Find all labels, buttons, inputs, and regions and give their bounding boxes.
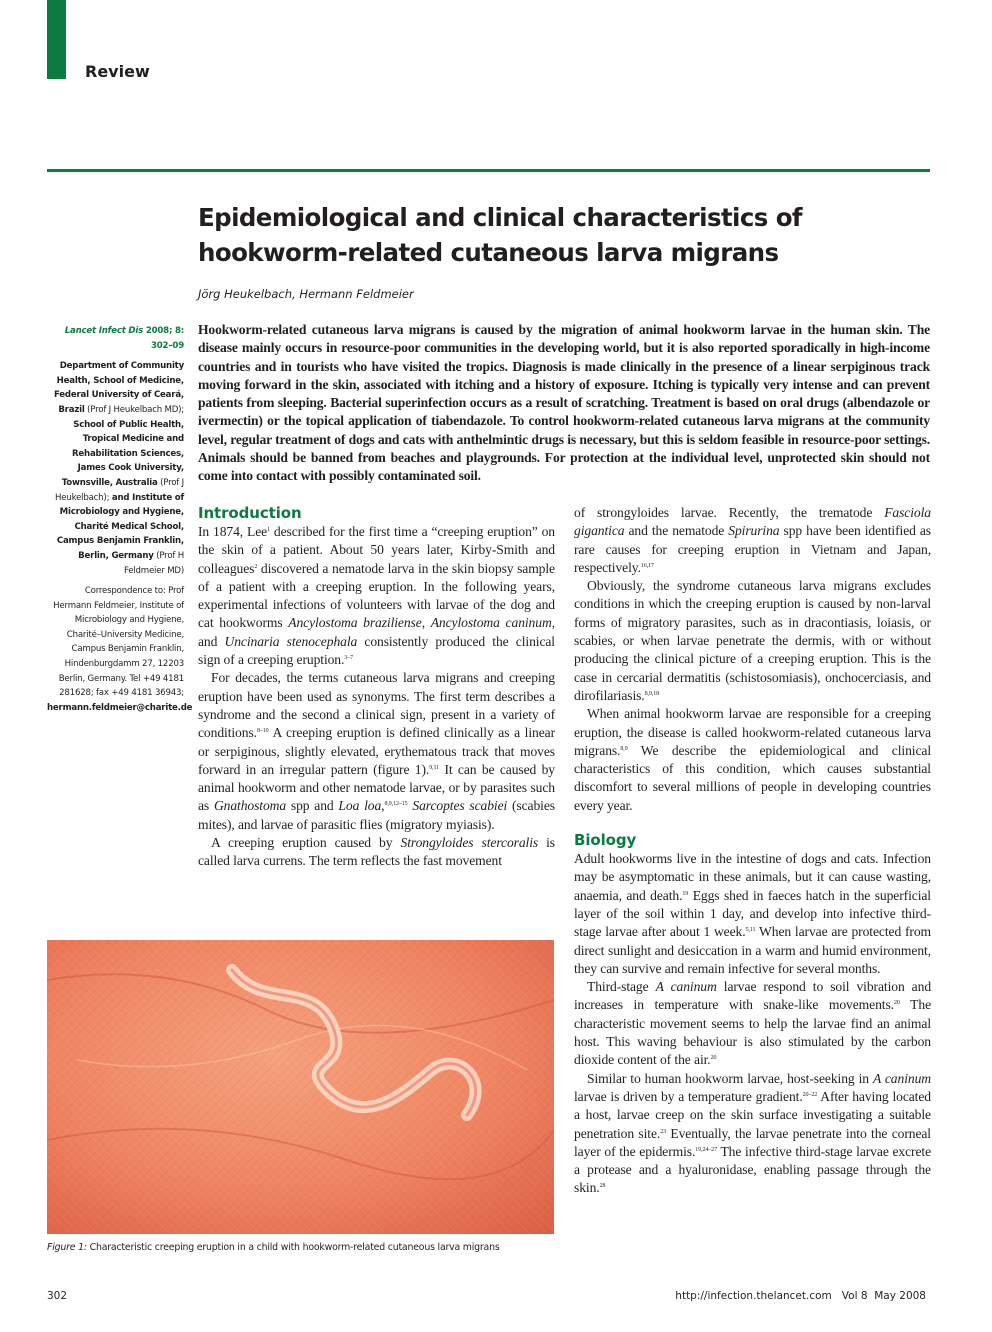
figure-label: Figure 1: <box>47 1242 87 1253</box>
journal-name: Lancet Infect Dis <box>64 326 144 336</box>
page-number: 302 <box>47 1290 68 1302</box>
affiliation-2: School of Public Health, Tropical Medicine and Rehabilitation Sciences, James Cook University, Townsville, Australia <box>61 419 184 488</box>
article-authors: Jörg Heukelbach, Hermann Feldmeier <box>198 287 414 301</box>
heading-biology: Biology <box>574 831 637 850</box>
affiliations <box>47 359 184 578</box>
correspondence <box>47 584 193 715</box>
article-sidebar <box>47 324 193 721</box>
affiliation-3-authors: (Prof H Feldmeier MD) <box>124 550 184 576</box>
correspondence-address: Correspondence to: Prof Hermann Feldmeier, Institute of Microbiology and Hygiene, Charité–University Medicine, Campus Benjamin Franklin, Hindenburgdamm 27, 12203 Berlin, Germany. Tel +49 4181 281628; fax +49 4181 36943; <box>53 586 184 699</box>
paragraph: Obviously, the syndrome cutaneous larva migrans excludes conditions in which the creeping eruption is caused by non-larval forms of migratory parasites, such as in dracontiasis, loiasis, or scabies, or when larvae penetrate the dermis, with or without producing the clinical picture of a creeping eruption. This is the case in cercarial dermatitis (schistosomiasis), onchocerciasis, and dirofilariasis.$^{8,9,18}$ <box>574 578 931 703</box>
section-label: Review <box>85 62 150 81</box>
journal-url[interactable]: http://infection.thelancet.com <box>675 1290 832 1302</box>
paragraph: A creeping eruption caused by Strongyloides stercoralis is called larva currens. The term reflects the fast movement <box>198 835 555 869</box>
paragraph: Similar to human hookworm larvae, host-seeking in A caninum larvae is driven by a temperature gradient.$^{20-22}$ After having located a host, larvae creep on the skin surface investigating a suitable penetration site.$^{23}$ Eventually, the larvae penetrate into the corneal layer of the epidermis.$^{19,24-27}$ The infective third-stage larvae excrete a protease and a hyaluronidase, enabling passage through the skin.$^{28}$ <box>574 1070 932 1196</box>
paragraph: In 1874, Lee$^1$ described for the first time a “creeping eruption” on the skin of a patient. About 50 years later, Kirby-Smith and colleagues$^2$ discovered a nematode larva in the skin biopsy sample of a patient with a creeping eruption. In the following years, experimental infections of volunteers with larvae of the dog and cat hookworms Ancylostoma braziliense, Ancylostoma caninum, and Uncinaria stenocephala consistently produced the clinical sign of a creeping eruption.$^{3-7}$ <box>198 524 555 668</box>
citation <box>47 324 184 353</box>
correspondence-email[interactable]: hermann.feldmeier@charite.de <box>47 702 193 713</box>
heading-introduction: Introduction <box>198 504 302 522</box>
paragraph: When animal hookworm larvae are responsible for a creeping eruption, the disease is called hookworm-related cutaneous larva migrans.$^{8,9}$ We describe the epidemiological and clinical characteristics of this condition, which causes substantial discomfort to several millions of people in developing countries every year. <box>574 706 931 813</box>
affiliation-2-authors: (Prof J Heukelbach); <box>55 477 184 503</box>
citation-detail: 2008; 8: 302–09 <box>143 326 184 351</box>
page-footer <box>675 1290 926 1302</box>
affiliation-1-authors: (Prof J Heukelbach MD); <box>84 404 184 415</box>
header-rule <box>47 169 930 172</box>
paragraph: of strongyloides larvae. Recently, the trematode Fasciola gigantica and the nematode Spirurina spp have been identified as rare causes for creeping eruption in Vietnam and Japan, respectively.$^{16,17}$ <box>574 505 931 575</box>
paragraph: Third-stage A caninum larvae respond to soil vibration and increases in temperature with snake-like movements.$^{20}$ The characteristic movement seems to help the larvae find an animal host. This waving behaviour is also stimulated by the carbon dioxide content of the air.$^{20}$ <box>574 979 932 1068</box>
paragraph: Adult hookworms live in the intestine of dogs and cats. Infection may be asymptomatic in these animals, but it can cause wasting, anaemia, and death.$^{19}$ Eggs shed in faeces hatch in the superficial layer of the soil within 1 day, and develop into infective third-stage larvae after about 1 week.$^{5,11}$ When larvae are protected from direct sunlight and desiccation in a warm and humid environment, they can survive and remain infective for several months. <box>574 851 931 976</box>
issue-date: May 2008 <box>874 1290 926 1302</box>
article-title: Epidemiological and clinical characteristics of hookworm-related cutaneous larva migrans <box>198 203 802 267</box>
figure-caption <box>47 1242 500 1253</box>
body-column-right <box>574 504 931 1198</box>
volume: Vol 8 <box>841 1290 868 1302</box>
body-column-left <box>198 504 555 871</box>
figure-caption-text: Characteristic creeping eruption in a child with hookworm-related cutaneous larva migrans <box>86 1242 500 1253</box>
figure-skin-photo <box>47 940 554 1234</box>
abstract: Hookworm-related cutaneous larva migrans is caused by the migration of animal hookworm larvae in the human skin. The disease mainly occurs in resource-poor communities in the developing world, but it is also reported sporadically in high-income countries and in tourists who have visited the tropics. Diagnosis is made clinically in the presence of a linear serpiginous track moving forward in the skin, associated with itching and a history of exposure. Itching is typically very intense and can prevent patients from sleeping. Bacterial superinfection occurs as a result of scratching. Treatment is based on oral drugs (albendazole or ivermectin) or the topical application of tiabendazole. To control hookworm-related cutaneous larva migrans at the community level, regular treatment of dogs and cats with anthelmintic drugs is necessary, but this is seldom feasible in resource-poor settings. Animals should be banned from beaches and playgrounds. For protection at the individual level, unprotected skin should not come into contact with possibly contaminated soil. <box>198 322 930 484</box>
paragraph: For decades, the terms cutaneous larva migrans and creeping eruption have been used as synonyms. The first term describes a syndrome and the second a clinical sign, present in a variety of conditions.$^{8-10}$ A creeping eruption is defined clinically as a linear or serpiginous, slightly elevated, erythematous track that moves forward in an irregular pattern (figure 1).$^{9,11}$ It can be caused by animal hookworm and other nematode larvae, or by parasites such as Gnathostoma spp and Loa loa,$^{8,9,12-15}$ Sarcoptes scabiei (scabies mites), and larvae of parasitic flies (migratory myiasis). <box>198 670 555 832</box>
section-tab-marker <box>47 0 66 79</box>
affiliation-3: and Institute of Microbiology and Hygiene, Charité Medical School, Campus Benjamin Franklin, Berlin, Germany <box>56 492 184 561</box>
affiliation-1: Department of Community Health, School of Medicine, Federal University of Ceará, Brazil <box>53 361 184 415</box>
